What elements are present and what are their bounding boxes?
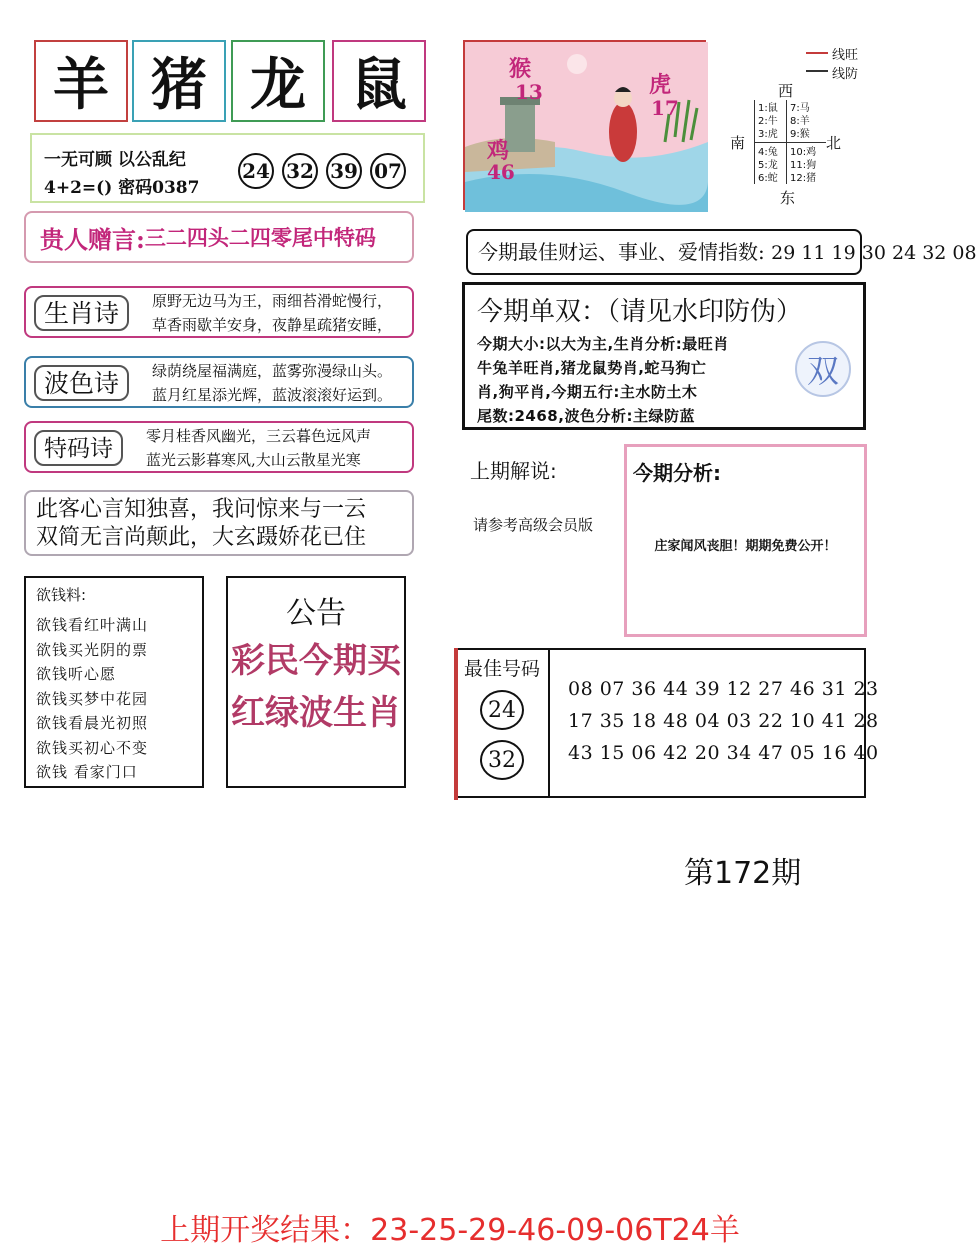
odd-even-line: 肖,狗平肖,今期五行:主水防土木: [477, 383, 698, 401]
compass-east: 东: [780, 189, 796, 207]
poem-tag: 特码诗: [34, 430, 123, 466]
best-numbers-red-edge: [454, 648, 458, 800]
poem-line: 蓝月红星添光辉，蓝波滚滚好运到。: [152, 386, 393, 404]
best-numbers-left: [458, 650, 550, 796]
issue-number: 第172期: [684, 856, 802, 891]
announcement-box: [226, 576, 406, 788]
best-circle-2: 32: [480, 740, 524, 780]
poem-box-bose: [24, 356, 414, 408]
pic-num-rooster: 46: [487, 160, 515, 184]
compass-col2-bottom: [790, 146, 816, 185]
zodiac-index: 4:兔: [758, 147, 778, 158]
zodiac-index: 12:猪: [790, 173, 817, 184]
analysis-content: 庄家闻风丧胆！期期免费公开！: [654, 539, 837, 554]
info-number-2: 32: [282, 153, 318, 189]
pic-label-rooster: 鸡: [487, 138, 510, 164]
watermark-shuang: 双: [795, 341, 851, 397]
compass-col1-bottom: [758, 146, 778, 185]
info-line-2: 4+2=() 密码0387: [44, 178, 200, 198]
zodiac-index: 11:狗: [790, 160, 817, 171]
legend-label-fang: 线防: [832, 67, 859, 82]
fortune-index-box: [466, 229, 977, 275]
zodiac-index: 7:马: [790, 103, 810, 114]
analysis-title: 今期分析:: [633, 461, 721, 485]
last-draw-result: 上期开奖结果：23-25-29-46-09-06T24羊: [160, 1213, 740, 1248]
odd-even-line: 尾数:2468,波色分析:主绿防蓝: [477, 407, 695, 425]
zodiac-box-4: 鼠: [332, 40, 426, 122]
zodiac-box-1: 羊: [34, 40, 128, 122]
best-numbers-label: 最佳号码: [464, 658, 541, 680]
legend-label-wang: 线旺: [832, 48, 859, 63]
best-numbers-row: 43 15 06 42 20 34 47 05 16 40: [568, 742, 879, 764]
yuqian-item: 欲钱 看家门口: [36, 763, 138, 781]
yuqian-title: 欲钱料:: [36, 586, 87, 604]
best-numbers-row: 17 35 18 48 04 03 22 10 41 28: [568, 710, 879, 732]
zodiac-index: 5:龙: [758, 160, 778, 171]
compass-col1-top: [758, 102, 778, 141]
zodiac-index: 3:虎: [758, 129, 778, 140]
poem-line: 绿荫绕屋福满庭，蓝雾弥漫绿山头。: [152, 362, 393, 380]
guiren-text: 三二四头二四零尾中特码: [144, 225, 376, 250]
zodiac-index: 6:蛇: [758, 173, 778, 184]
pic-label-monkey: 猴: [509, 56, 532, 82]
odd-even-box: [462, 282, 866, 430]
announcement-title: 公告: [286, 596, 346, 631]
yuqian-item: 欲钱买光阴的票: [36, 640, 149, 659]
poem-tag: 波色诗: [34, 365, 129, 401]
announcement-line: 彩民今期买: [231, 641, 401, 681]
poem-line: 草香雨歇羊安身，夜静星疏猪安睡，: [152, 316, 393, 334]
best-numbers-row: 08 07 36 44 39 12 27 46 31 23: [568, 678, 879, 700]
verse-line: 此客心言知独喜，我问惊来与一云: [36, 497, 367, 522]
zodiac-box-2: 猪: [132, 40, 226, 122]
last-explain-label: 上期解说:: [470, 459, 557, 483]
pic-label-tiger: 虎: [649, 72, 672, 98]
fortune-index-values: 29 11 19 30 24 32 08: [771, 242, 977, 264]
info-number-4: 07: [370, 153, 406, 189]
zodiac-box-3: 龙: [231, 40, 325, 122]
analysis-box: [624, 444, 867, 637]
odd-even-line: 今期大小:以大为主,生肖分析:最旺肖: [477, 335, 729, 353]
pic-num-monkey: 13: [515, 80, 543, 104]
yuqian-box: [24, 576, 204, 788]
guiren-label: 贵人赠言:: [40, 224, 145, 254]
zodiac-index: 2:牛: [758, 116, 778, 127]
poem-line: 零月桂香风幽光，三云暮色远风声: [146, 427, 372, 445]
poem-tag: 生肖诗: [34, 295, 129, 331]
compass-west: 西: [778, 82, 794, 100]
compass-col2-top: [790, 102, 810, 141]
reference-text: 请参考高级会员版: [473, 516, 594, 534]
legend-line-black: [806, 70, 828, 72]
info-box: [30, 133, 425, 203]
zodiac-index: 1:鼠: [758, 103, 778, 114]
info-number-1: 24: [238, 153, 274, 189]
zodiac-index: 9:猴: [790, 129, 810, 140]
best-numbers-box: [456, 648, 879, 798]
yuqian-item: 欲钱买初心不变: [36, 738, 149, 757]
yuqian-item: 欲钱看晨光初照: [36, 714, 149, 732]
verse-line: 双简无言尚颠此，大玄蹑娇花已住: [36, 525, 367, 550]
yuqian-item: 欲钱看红叶满山: [36, 616, 149, 634]
best-circle-1: 24: [480, 690, 524, 730]
compass-south: 南: [730, 134, 746, 152]
scenery-picture: [463, 40, 706, 210]
yuqian-item: 欲钱买梦中花园: [36, 689, 149, 708]
pic-num-tiger: 17: [651, 96, 679, 120]
odd-even-line: 牛兔羊旺肖,猪龙鼠势肖,蛇马狗亡: [477, 359, 707, 377]
info-line-1: 一无可顾 以公乱纪: [44, 150, 186, 170]
zodiac-index: 8:羊: [790, 116, 810, 127]
zodiac-index: 10:鸡: [790, 147, 817, 158]
poem-box-shengxiao: [24, 286, 414, 338]
info-number-3: 39: [326, 153, 362, 189]
announcement-line: 红绿波生肖: [231, 693, 401, 733]
poem-line: 蓝光云影暮寒风,大山云散星光寒: [146, 451, 361, 469]
legend-line-red: [806, 52, 828, 54]
scenery-illustration: [465, 42, 708, 212]
yuqian-item: 欲钱听心愿: [36, 665, 117, 683]
guiren-box: [24, 211, 414, 263]
poem-box-tema: [24, 421, 414, 473]
odd-even-header: 今期单双：（请见水印防伪）: [477, 297, 803, 327]
fortune-index-label: 今期最佳财运、事业、爱情指数:: [478, 240, 765, 264]
compass-line-h: [754, 142, 826, 143]
compass-north: 北: [826, 134, 842, 152]
verse-box: [24, 490, 414, 556]
poem-line: 原野无边马为王，雨细苔滑蛇慢行，: [152, 292, 393, 310]
